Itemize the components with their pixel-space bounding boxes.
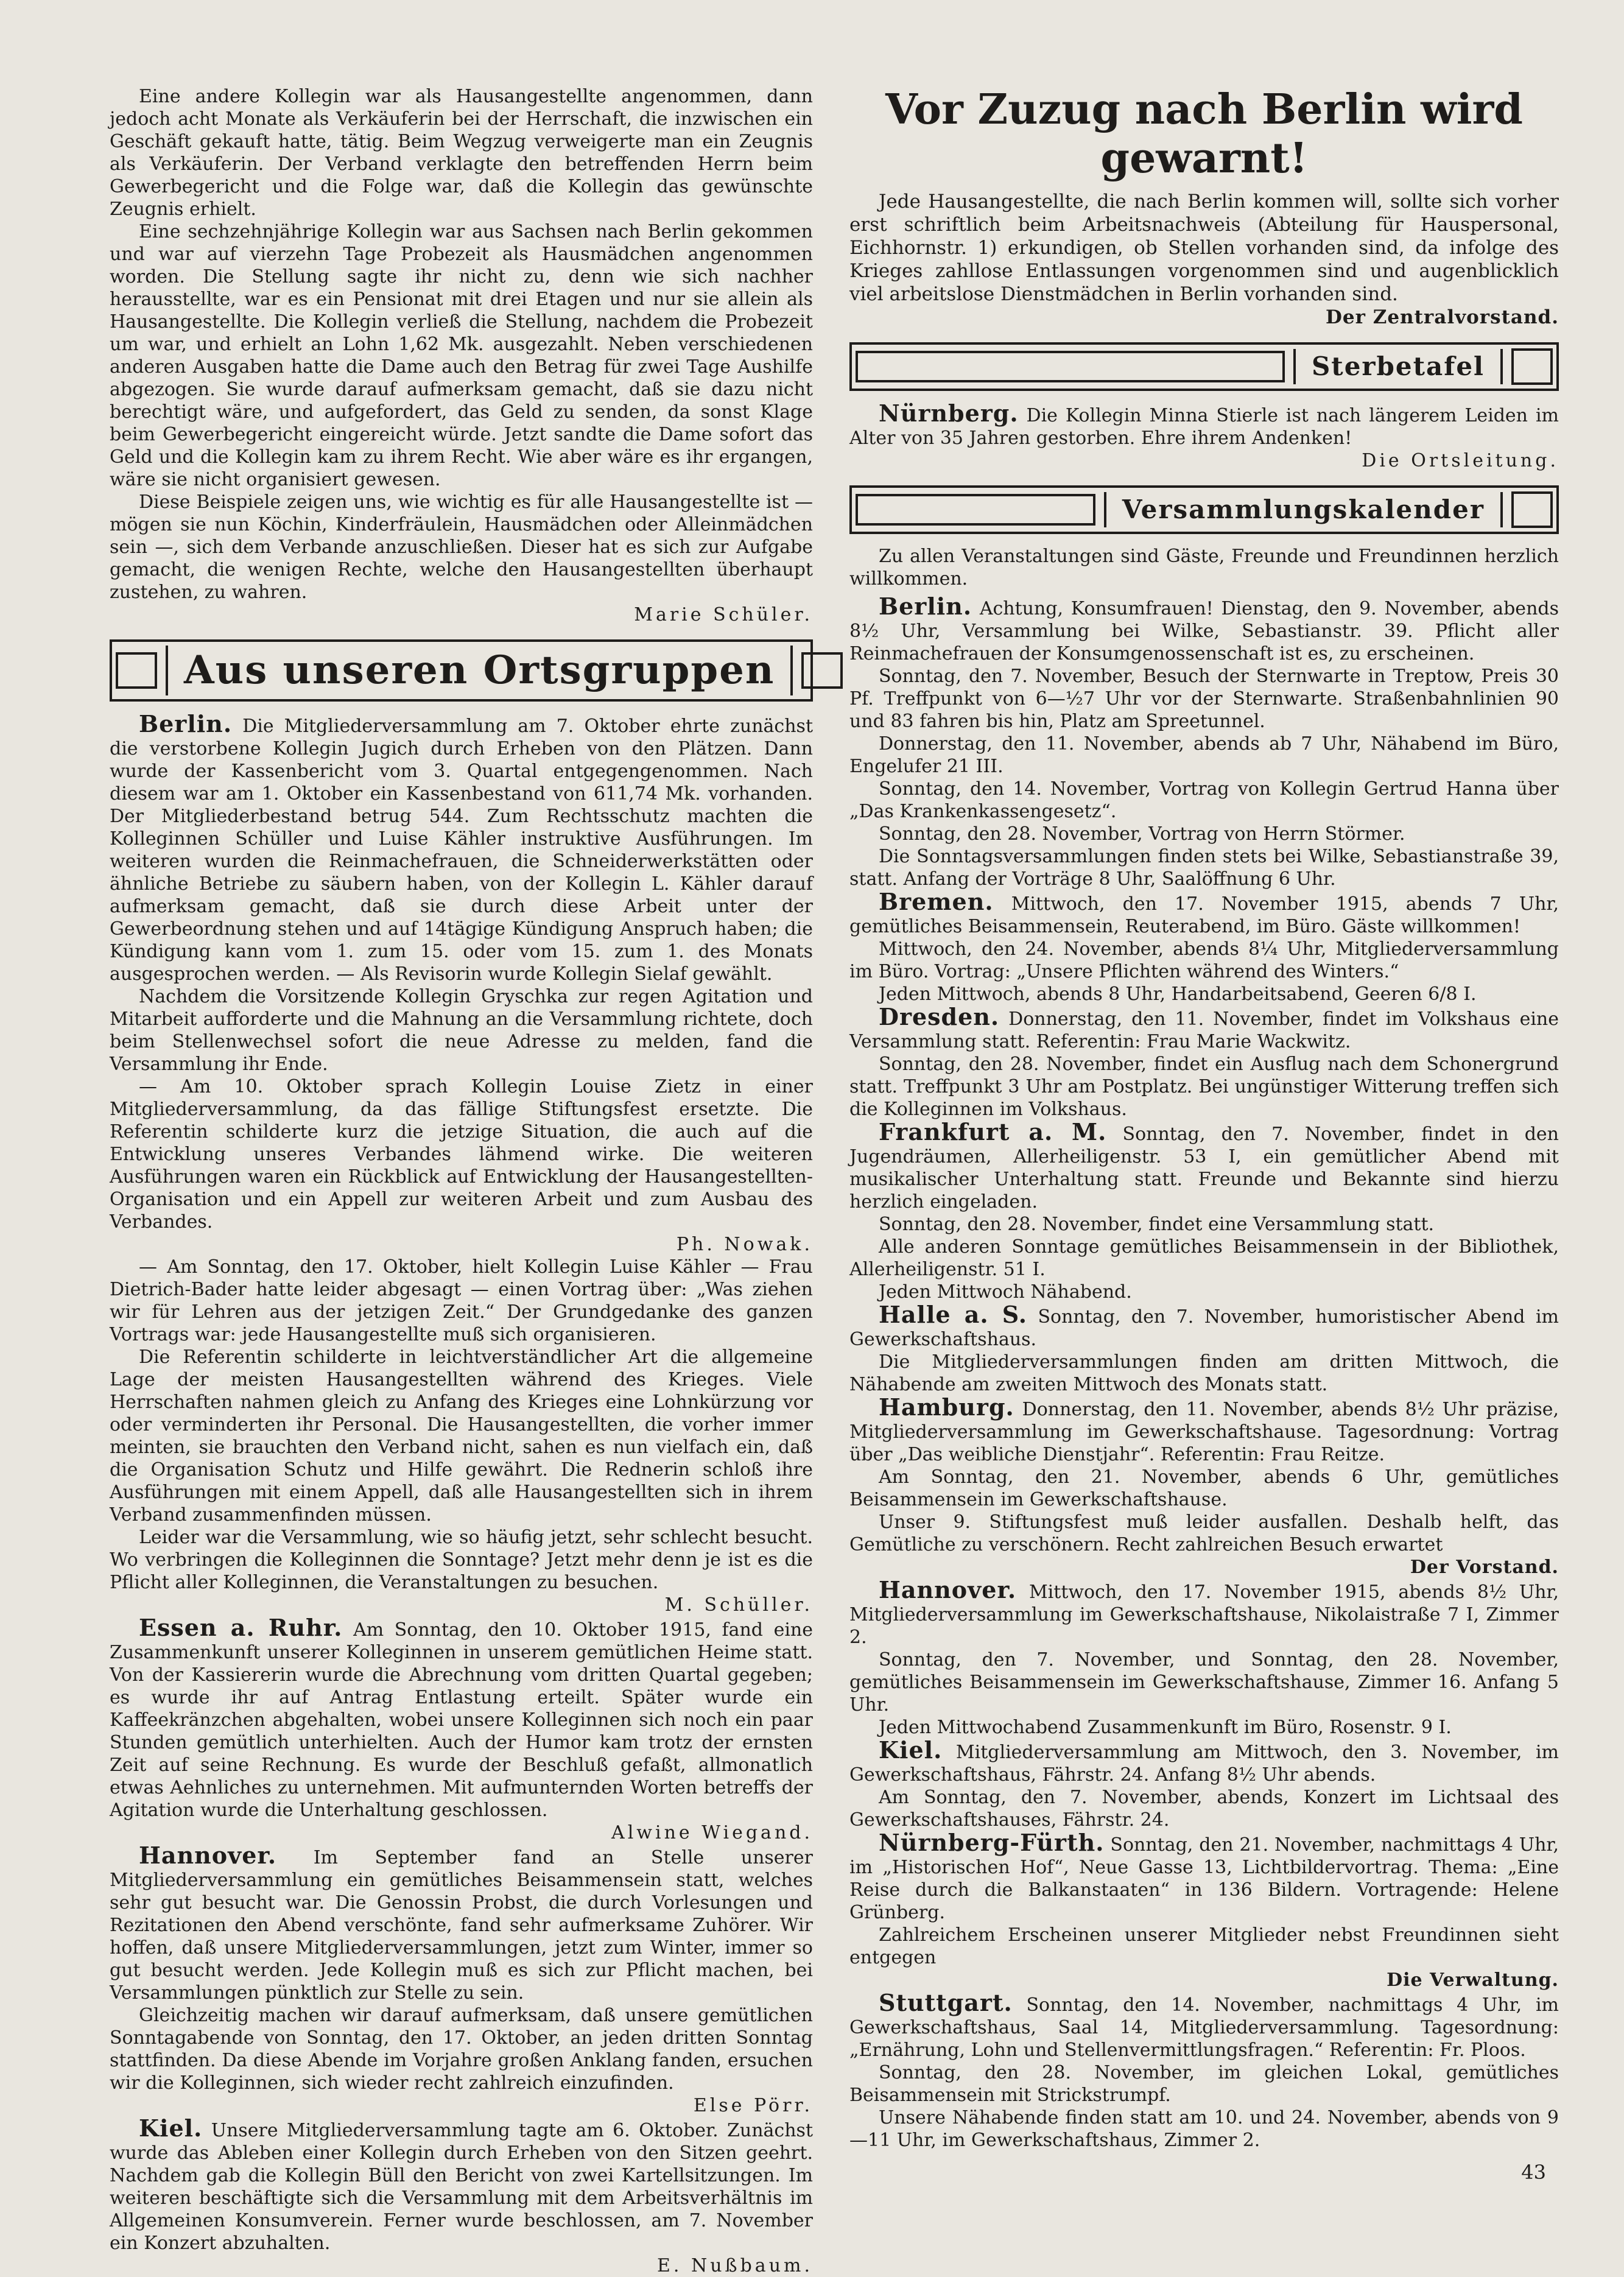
calendar-berlin — [849, 595, 1559, 665]
cal-hannover-line-2: Sonntag, den 7. November, und Sonntag, den 28. November, gemütliches Beisammensein im Gewerkschaftshause, Zimmer 16. Anfang 5 Uhr. — [849, 1649, 1559, 1716]
berlin-report — [110, 710, 813, 985]
cal-city-hamburg: Hamburg. — [879, 1393, 1014, 1421]
calendar-dresden — [849, 1005, 1559, 1053]
cal-bremen-line-3: Jeden Mittwoch, abends 8 Uhr, Handarbeitsabend, Geeren 6/8 I. — [879, 984, 1477, 1005]
cal-city-halle: Halle a. S. — [879, 1301, 1028, 1328]
berlin-signature-1: Ph. Nowak. — [676, 1234, 813, 1255]
cal-halle-line-1: Sonntag, den 7. November, humoristischer Abend im Gewerkschaftshaus. — [849, 1306, 1559, 1350]
cal-nuernberg-signature: Die Verwaltung. — [1387, 1969, 1559, 1991]
essen-signature: Alwine Wiegand. — [611, 1822, 813, 1843]
header-box-left — [856, 351, 1285, 382]
calendar-nuernberg — [849, 1831, 1559, 1924]
cal-berlin-line-6: Die Sonntagsversammlungen finden stets bei Wilke, Sebastianstraße 39, statt. Anfang der Vorträge 8 Uhr, Saalöffnung 6 Uhr. — [849, 846, 1559, 890]
cal-frankfurt-line-1: Sonntag, den 7. November, findet in den Jugendräumen, Allerheiligenstr. 53 I, ein gemütlicher Abend mit musikalischer Unterhaltung statt. Freunde und Bekannte sind hierzu herzlich eingeladen. — [849, 1124, 1559, 1212]
hannover-report — [110, 1844, 813, 2004]
berlin-text-2: Nachdem die Vorsitzende Kollegin Gryschka zur regen Agitation und Mitarbeit aufforderte und die Mahnung an die Versammlung richtete, doch beim Stellenwechsel sofort die neue Adresse zu melden, fand die Versammlung ihr Ende. — [110, 986, 813, 1075]
calendar-stuttgart — [849, 1991, 1559, 2061]
right-column — [849, 85, 1559, 2152]
cal-frankfurt-line-3: Alle anderen Sonntage gemütliches Beisammensein in der Bibliothek, Allerheiligenstr. 51 I. — [849, 1236, 1559, 1280]
cal-hamburg-line-2: Am Sonntag, den 21. November, abends 6 Uhr, gemütliches Beisammensein im Gewerkschaftshause. — [849, 1466, 1559, 1510]
cal-frankfurt-line-4: Jeden Mittwoch Nähabend. — [879, 1281, 1132, 1303]
header-box-right — [1511, 348, 1553, 385]
warning-title: Vor Zuzug nach Berlin wird gewarnt! — [885, 85, 1523, 183]
cal-stuttgart-line-1: Sonntag, den 14. November, nachmittags 4 Uhr, im Gewerkschaftshaus, Saal 14, Mitgliederversammlung. Tagesordnung: „Ernährung, Lohn und Stellenvermittlungsfragen.“ Referentin: Fr. Ploos. — [849, 1994, 1559, 2061]
kiel-text: Unsere Mitgliederversammlung tagte am 6. Oktober. Zunächst wurde das Ableben einer Kollegin durch Erheben von den Sitzen geehrt. Nachdem gab die Kollegin Büll den Bericht von zwei Kartellsitzungen. Im weiteren beschäftigte sich die Versammlung mit dem Arbeitsverhältnis im Allgemeinen Konsumverein. Ferner wurde beschlossen, am 7. November ein Konzert abzuhalten. — [110, 2120, 814, 2254]
cal-hannover-line-1: Mittwoch, den 17. November 1915, abends 8½ Uhr, Mitgliederversammlung im Gewerkschaftshause, Nikolaistraße 7 I, Zimmer 2. — [849, 1582, 1559, 1648]
city-nuernberg-obit: Nürnberg. — [879, 399, 1019, 427]
cal-stuttgart-line-2: Sonntag, den 28. November, im gleichen Lokal, gemütliches Beisammensein mit Strickstrumpf. — [849, 2062, 1559, 2106]
calendar-bremen — [849, 890, 1559, 938]
hannover-text: Im September fand an Stelle unserer Mitgliederversammlung ein gemütliches Beisammensein statt, welches sehr gut besucht war. Die Genossin Probst, die durch Vorlesungen und Rezitationen den Abend verschönte, fand sehr aufmerksame Zuhörer. Wir hoffen, daß unsere Mitgliederversammlungen, jetzt zum Winter, immer so gut besucht werden. Jede Kollegin muß es sich zur Pflicht machen, bei Versammlungen pünktlich zur Stelle zu sein. — [110, 1847, 813, 2004]
city-berlin: Berlin. — [139, 710, 233, 737]
essen-text: Am Sonntag, den 10. Oktober 1915, fand eine Zusammenkunft unserer Kolleginnen in unserem gemütlichen Heime statt. Von der Kassiererin wurde die Abrechnung vom dritten Quartal gegeben; es wurde ihr auf Antrag Entlastung erteilt. Später wurde ein Kaffeekränzchen abgehalten, wobei unsere Kolleginnen sich noch ein paar Stunden gemütlich unterhielten. Auch der Humor kam trotz der ernsten Zeit auf seine Rechnung. Es wurde der Beschluß gefaßt, allmonatlich etwas Aehnliches zu unternehmen. Mit aufmunternden Worten betreffs der Agitation wurde die Unterhaltung geschlossen. — [110, 1619, 813, 1821]
berlin-signature-2: M. Schüller. — [664, 1594, 813, 1616]
intro-paragraph-1: Eine andere Kollegin war als Hausangestellte angenommen, dann jedoch acht Monate als Verkäuferin bei der Herrschaft, die inzwischen ein Geschäft gekauft hatte, tätig. Beim Wegzug verweigerte man ein Zeugnis als Verkäuferin. Der Verband verklagte den betreffenden Herrn beim Gewerbegericht und die Folge war, daß die Kollegin das gewünschte Zeugnis erhielt. — [110, 86, 813, 220]
calendar-halle — [849, 1303, 1559, 1351]
cal-berlin-line-1: Achtung, Konsumfrauen! Dienstag, den 9. November, abends 8½ Uhr, Versammlung bei Wilke, Sebastianstr. 39. Pflicht aller Reinmachefrauen der Konsumgenossenschaft ist es, zu erscheinen. — [849, 598, 1559, 664]
calendar-hamburg — [849, 1393, 1559, 1466]
cal-hannover-line-3: Jeden Mittwochabend Zusammenkunft im Büro, Rosenstr. 9 I. — [879, 1717, 1452, 1738]
cal-berlin-line-5: Sonntag, den 28. November, Vortrag von Herrn Störmer. — [879, 823, 1405, 845]
essen-report — [110, 1616, 813, 1821]
kalender-header — [849, 485, 1559, 534]
cal-dresden-line-2: Sonntag, den 28. November, findet ein Ausflug nach dem Schonergrund statt. Treffpunkt 3 Uhr am Postplatz. Bei ungünstiger Witterung treffen sich die Kolleginnen im Volkshaus. — [849, 1054, 1559, 1120]
hannover-signature: Else Pörr. — [693, 2095, 813, 2116]
berlin-text-3: — Am 10. Oktober sprach Kollegin Louise Zietz in einer Mitgliederversammlung, da das fällige Stiftungsfest ersetzte. Die Referentin schilderte kurz die jetzige Situation, die auch auf die Entwicklung unseres Verbandes lähmend wirke. Die weiteren Ausführungen waren ein Rückblick auf Entwicklung der Hausangestellten-Organisation und ein Appell zur weiteren Arbeit und zum Ausbau des Verbandes. — [110, 1076, 813, 1233]
cal-berlin-line-2: Sonntag, den 7. November, Besuch der Sternwarte in Treptow, Preis 30 Pf. Treffpunkt von 6—½7 Uhr vor der Sternwarte. Straßenbahnlinien 90 und 83 fahren bis hin, Platz am Spreetunnel. — [849, 666, 1559, 732]
warning-notice — [849, 85, 1559, 329]
left-column — [110, 85, 813, 2277]
obituary-text: Die Kollegin Minna Stierle ist nach längerem Leiden im Alter von 35 Jahren gestorben. Ehre ihrem Andenken! — [849, 405, 1559, 449]
cal-city-dresden: Dresden. — [879, 1003, 1000, 1030]
header-box-left — [856, 494, 1095, 526]
cal-city-stuttgart: Stuttgart. — [879, 1989, 1013, 2016]
cal-berlin-line-4: Sonntag, den 14. November, Vortrag von Kollegin Gertrud Hanna über „Das Krankenkassengesetz“. — [849, 778, 1559, 822]
obituary-entry — [849, 399, 1559, 449]
cal-nuernberg-line-1: Sonntag, den 21. November, nachmittags 4 Uhr, im „Historischen Hof“, Neue Gasse 13, Lichtbildervortrag. Thema: „Eine Reise durch die Balkanstaaten“ in 136 Bildern. Vortragende: Helene Grünberg. — [849, 1834, 1559, 1923]
sterbetafel-header — [849, 342, 1559, 391]
obituary-signature: Die Ortsleitung. — [1362, 450, 1559, 471]
section-title: Aus unseren Ortsgruppen — [166, 646, 793, 695]
cal-hamburg-line-3: Unser 9. Stiftungsfest muß leider ausfallen. Deshalb helft, das Gemütliche zu verschönern. Recht zahlreichen Besuch erwartet — [849, 1512, 1559, 1555]
cal-city-hannover: Hannover. — [879, 1576, 1017, 1603]
cal-bremen-line-2: Mittwoch, den 24. November, abends 8¼ Uhr, Mitgliederversammlung im Büro. Vortrag: „Unsere Pflichten während des Winters.“ — [849, 938, 1559, 982]
intro-signature: Marie Schüler. — [634, 604, 813, 625]
berlin-text-5: Die Referentin schilderte in leichtverständlicher Art die allgemeine Lage der meisten Hausangestellten während des Krieges. Viele Herrschaften nahmen gleich zu Anfang des Krieges eine Lohnkürzung vor oder verminderten ihr Personal. Die Hausangestellten, die vorher immer meinten, sie brauchten den Verband nicht, sahen es nun vielfach ein, daß die Organisation Schutz und Hilfe gewährt. Die Rednerin schloß ihre Ausführungen mit einem Appell, daß alle Hausangestellten sich in ihrem Verband zusammenfinden müssen. — [110, 1346, 813, 1526]
warning-signature: Der Zentralvorstand. — [1325, 306, 1559, 328]
intro-paragraph-3: Diese Beispiele zeigen uns, wie wichtig es für alle Hausangestellte ist — mögen sie nun Köchin, Kinderfräulein, Hausmädchen oder Alleinmädchen sein —, sich dem Verbande anzuschließen. Dieser hat es sich zur Aufgabe gemacht, die wenigen Rechte, welche den Hausangestellten überhaupt zustehen, zu wahren. — [110, 491, 813, 603]
cal-berlin-line-3: Donnerstag, den 11. November, abends ab 7 Uhr, Nähabend im Büro, Engelufer 21 III. — [849, 733, 1559, 777]
cal-dresden-line-1: Donnerstag, den 11. November, findet im Volkshaus eine Versammlung statt. Referentin: Frau Marie Wackwitz. — [849, 1008, 1559, 1052]
berlin-text-4: — Am Sonntag, den 17. Oktober, hielt Kollegin Luise Kähler — Frau Dietrich-Bader hatte leider abgesagt — einen Vortrag über: „Was ziehen wir für Lehren aus der jetzigen Zeit.“ Der Grundgedanke des ganzen Vortrags war: jede Hausangestellte muß sich organisieren. — [110, 1256, 813, 1345]
cal-bremen-line-1: Mittwoch, den 17. November 1915, abends 7 Uhr, gemütliches Beisammensein, Reuterabend, im Büro. Gäste willkommen! — [849, 893, 1559, 937]
cal-kiel-line-2: Am Sonntag, den 7. November, abends, Konzert im Lichtsaal des Gewerkschaftshauses, Fährstr. 24. — [849, 1787, 1559, 1831]
cal-hamburg-signature: Der Vorstand. — [1410, 1557, 1559, 1578]
calendar-intro: Zu allen Veranstaltungen sind Gäste, Freunde und Freundinnen herzlich willkommen. — [849, 546, 1559, 589]
calendar-frankfurt — [849, 1118, 1559, 1213]
cal-nuernberg-line-2: Zahlreichem Erscheinen unserer Mitglieder nebst Freundinnen sieht entgegen — [849, 1924, 1559, 1968]
cal-city-frankfurt: Frankfurt a. M. — [879, 1118, 1107, 1146]
cal-halle-line-2: Die Mitgliederversammlungen finden am dritten Mittwoch, die Nähabende am zweiten Mittwoch des Monats statt. — [849, 1351, 1559, 1395]
kiel-report — [110, 2114, 814, 2254]
berlin-text-6: Leider war die Versammlung, wie so häufig jetzt, sehr schlecht besucht. Wo verbringen die Kolleginnen die Sonntage? Jetzt mehr denn je ist es die Pflicht aller Kolleginnen, die Veranstaltungen zu besuchen. — [110, 1527, 813, 1593]
city-essen: Essen a. Ruhr. — [139, 1614, 343, 1641]
cal-kiel-line-1: Mitgliederversammlung am Mittwoch, den 3. November, im Gewerkschaftshaus, Fährstr. 24. Anfang 8½ Uhr abends. — [849, 1742, 1559, 1786]
cal-hamburg-line-1: Donnerstag, den 11. November, abends 8½ Uhr präzise, Mitgliederversammlung im Gewerkschaftshause. Tagesordnung: Vortrag über „Das weibliche Dienstjahr“. Referentin: Frau Reitze. — [849, 1399, 1559, 1465]
cal-frankfurt-line-2: Sonntag, den 28. November, findet eine Versammlung statt. — [879, 1214, 1435, 1235]
cal-city-kiel: Kiel. — [879, 1736, 943, 1764]
calendar-title: Versammlungskalender — [1104, 492, 1503, 527]
calendar-hannover — [849, 1578, 1559, 1649]
header-box-right — [801, 652, 843, 689]
obituary-title: Sterbetafel — [1293, 349, 1503, 384]
cal-city-berlin: Berlin. — [879, 593, 972, 620]
header-box-right — [1511, 491, 1553, 528]
kiel-signature: E. Nußbaum. — [657, 2255, 813, 2276]
berlin-text-1: Die Mitgliederversammlung am 7. Oktober ehrte zunächst die verstorbene Kollegin Jugich durch Erheben von den Plätzen. Dann wurde der Kassenbericht vom 3. Quartal entgegengenommen. Nach diesem war am 1. Oktober ein Kassenbestand von 611,74 Mk. vorhanden. Der Mitgliederbestand betrug 544. Zum Rechtsschutz machten die Kolleginnen Schüller und Luise Kähler instruktive Ausführungen. Im weiteren wurden die Reinmachefrauen, die Schneiderwerkstätten oder ähnliche Betriebe zu säubern haben, von der Kollegin L. Kähler darauf aufmerksam gemacht, daß sie durch diese Arbeit unter der Gewerbeordnung stehen und auf 14tägige Kündigung Anspruch haben; die Kündigung kann vom 1. zum 15. oder vom 15. zum 1. des Monats ausgesprochen werden. — Als Revisorin wurde Kollegin Sielaf gewählt. — [110, 716, 813, 985]
page-number: 43 — [1521, 2161, 1546, 2184]
calendar-kiel — [849, 1736, 1559, 1786]
ortsgruppen-header — [110, 639, 813, 702]
cal-city-bremen: Bremen. — [879, 888, 994, 915]
cal-stuttgart-line-3: Unsere Nähabende finden statt am 10. und 24. November, abends von 9—11 Uhr, im Gewerkschaftshaus, Zimmer 2. — [849, 2107, 1559, 2151]
header-box-left — [116, 652, 157, 689]
cal-city-nuernberg: Nürnberg-Fürth. — [879, 1829, 1105, 1856]
intro-paragraph-2: Eine sechzehnjährige Kollegin war aus Sachsen nach Berlin gekommen und war auf vierzehn Tage Probezeit als Hausmädchen angenommen worden. Die Stellung sagte ihr nicht zu, denn wie sich nachher herausstellte, war es ein Pensionat mit drei Etagen und nur sie allein als Hausangestellte. Die Kollegin verließ die Stellung, nachdem die Probezeit um war, und erhielt an Lohn 1,62 Mk. ausgezahlt. Neben verschiedenen anderen Ausgaben hatte die Dame auch den Betrag für zwei Tage Aushilfe abgezogen. Sie wurde darauf aufmerksam gemacht, daß sie dazu nicht berechtigt wäre, und aufgefordert, das Geld zu senden, da sonst Klage beim Gewerbegericht eingereicht würde. Jetzt sandte die Dame sofort das Geld und die Kollegin kam zu ihrem Recht. Wie aber wäre es ihr ergangen, wäre sie nicht organisiert gewesen. — [110, 221, 813, 490]
city-kiel: Kiel. — [139, 2114, 203, 2142]
city-hannover: Hannover. — [139, 1842, 277, 1869]
hannover-text-2: Gleichzeitig machen wir darauf aufmerksam, daß unsere gemütlichen Sonntagabende von Sonntag, den 17. Oktober, an jeden dritten Sonntag stattfinden. Da diese Abende im Vorjahre großen Anklang fanden, ersuchen wir die Kolleginnen, sich wieder recht zahlreich einzufinden. — [110, 2005, 813, 2094]
warning-text: Jede Hausangestellte, die nach Berlin kommen will, sollte sich vorher erst schriftlich beim Arbeitsnachweis (Abteilung für Hauspersonal, Eichhornstr. 1) erkundigen, ob Stellen vorhanden sind, da infolge des Krieges zahllose Entlassungen vorgenommen sind und augenblicklich viel arbeitslose Dienstmädchen in Berlin vorhanden sind. — [849, 191, 1559, 305]
